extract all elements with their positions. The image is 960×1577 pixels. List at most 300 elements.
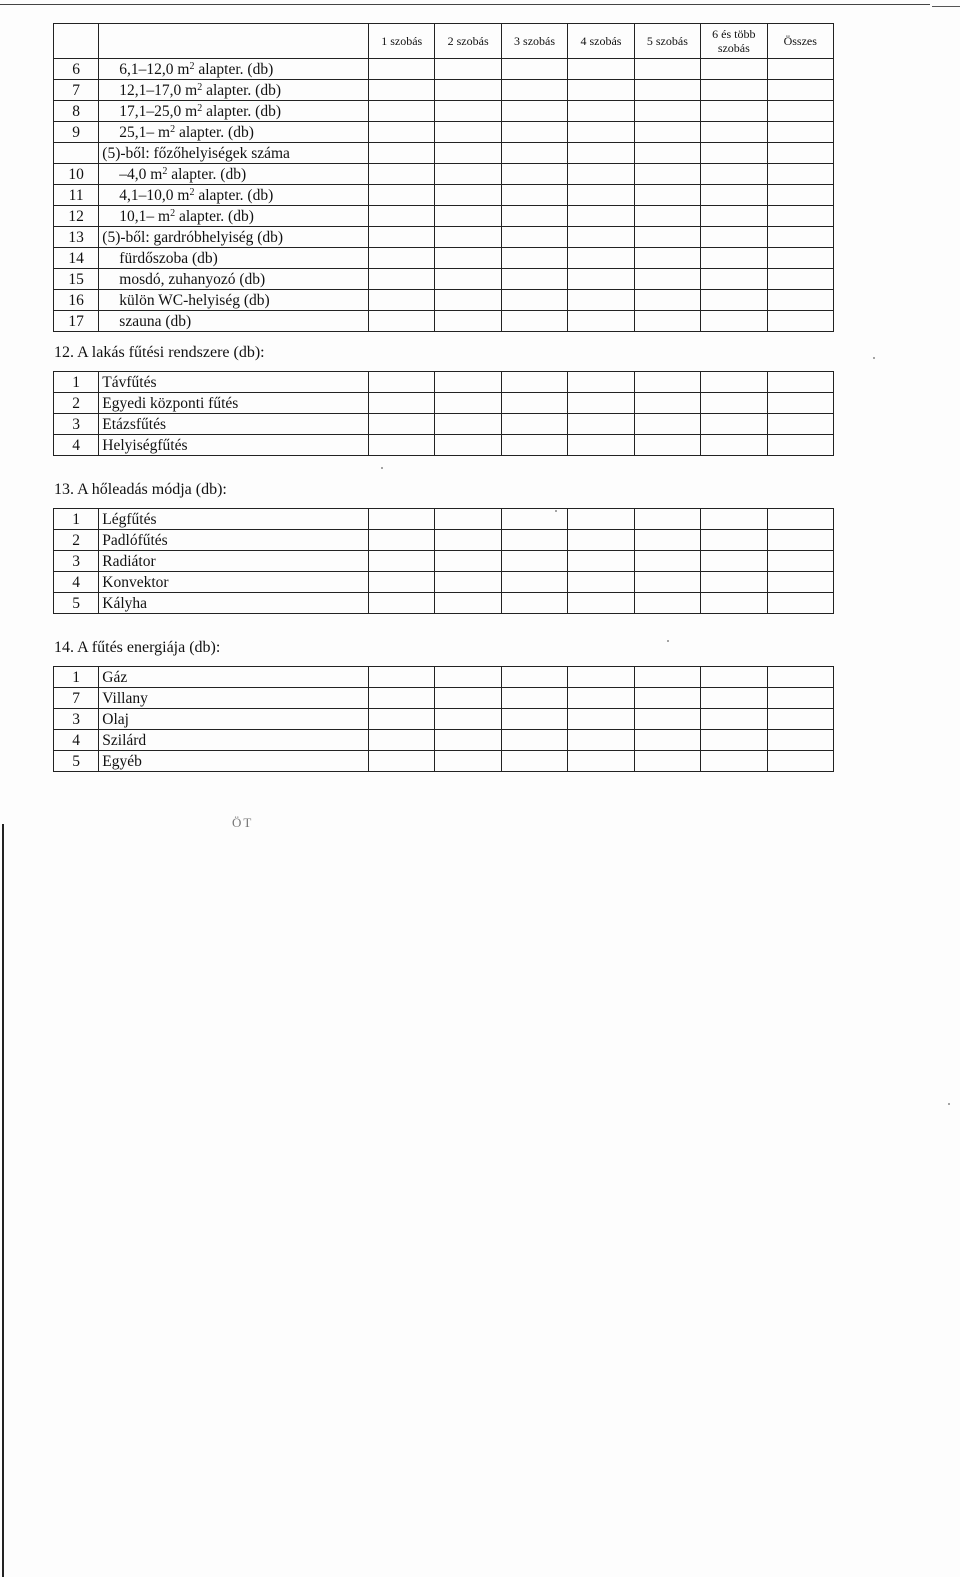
row-number: 1 xyxy=(54,667,99,688)
value-cell xyxy=(369,372,435,393)
row-label-text: 17,1–25,0 m xyxy=(119,102,198,120)
heat-emission-table xyxy=(53,508,834,614)
value-cell xyxy=(767,290,833,311)
row-number: 1 xyxy=(54,372,99,393)
table-row xyxy=(54,530,834,551)
value-cell xyxy=(701,185,767,206)
superscript: 2 xyxy=(197,102,203,114)
row-number: 1 xyxy=(54,509,99,530)
row-number: 8 xyxy=(54,101,99,122)
value-cell xyxy=(701,206,767,227)
row-label xyxy=(99,80,369,101)
row-label: Etázsfűtés xyxy=(99,414,369,435)
value-cell xyxy=(701,59,767,80)
value-cell xyxy=(501,185,567,206)
value-cell xyxy=(634,593,700,614)
row-label-suffix: alapter. (db) xyxy=(175,207,254,225)
row-number: 9 xyxy=(54,122,99,143)
table-row xyxy=(54,80,834,101)
row-label: Konvektor xyxy=(99,572,369,593)
value-cell xyxy=(501,393,567,414)
value-cell xyxy=(369,227,435,248)
value-cell xyxy=(568,730,634,751)
table-row xyxy=(54,435,834,456)
value-cell xyxy=(634,751,700,772)
table-row xyxy=(54,730,834,751)
value-cell xyxy=(369,435,435,456)
scan-speck xyxy=(873,357,875,359)
row-label: Olaj xyxy=(99,709,369,730)
row-label xyxy=(99,143,369,164)
row-label-text: –4,0 m xyxy=(119,165,163,183)
value-cell xyxy=(701,593,767,614)
table-row xyxy=(54,372,834,393)
row-number: 10 xyxy=(54,164,99,185)
value-cell xyxy=(634,122,700,143)
row-label-text: külön WC-helyiség (db) xyxy=(119,291,270,309)
value-cell xyxy=(634,509,700,530)
value-cell xyxy=(767,509,833,530)
scan-speck xyxy=(948,1103,950,1105)
superscript: 2 xyxy=(189,60,195,72)
value-cell xyxy=(501,551,567,572)
value-cell xyxy=(435,122,501,143)
value-cell xyxy=(435,730,501,751)
superscript: 2 xyxy=(189,186,195,198)
value-cell xyxy=(369,509,435,530)
row-label: Kályha xyxy=(99,593,369,614)
value-cell xyxy=(501,269,567,290)
value-cell xyxy=(435,393,501,414)
table-row xyxy=(54,509,834,530)
value-cell xyxy=(634,164,700,185)
row-label xyxy=(99,122,369,143)
value-cell xyxy=(634,530,700,551)
value-cell xyxy=(435,164,501,185)
value-cell xyxy=(634,730,700,751)
value-cell xyxy=(568,122,634,143)
table-row xyxy=(54,164,834,185)
row-number: 2 xyxy=(54,393,99,414)
value-cell xyxy=(634,248,700,269)
row-label: Villany xyxy=(99,688,369,709)
heating-energy-table xyxy=(53,666,834,772)
value-cell xyxy=(634,227,700,248)
value-cell xyxy=(701,730,767,751)
value-cell xyxy=(568,80,634,101)
row-number: 5 xyxy=(54,593,99,614)
header-osszes: Összes xyxy=(767,24,833,59)
table-header-row xyxy=(54,24,834,59)
value-cell xyxy=(634,206,700,227)
value-cell xyxy=(767,101,833,122)
row-label xyxy=(99,164,369,185)
value-cell xyxy=(369,572,435,593)
superscript: 2 xyxy=(170,207,176,219)
section-13-title: 13. A hőleadás módja (db): xyxy=(54,481,227,498)
row-number: 7 xyxy=(54,688,99,709)
value-cell xyxy=(435,227,501,248)
row-label xyxy=(99,59,369,80)
row-label: Szilárd xyxy=(99,730,369,751)
value-cell xyxy=(369,751,435,772)
value-cell xyxy=(435,593,501,614)
value-cell xyxy=(634,59,700,80)
row-label: Egyedi központi fűtés xyxy=(99,393,369,414)
row-label: Radiátor xyxy=(99,551,369,572)
margin-scrawl: ÖT xyxy=(232,815,254,830)
row-label-text: szauna (db) xyxy=(119,312,192,330)
value-cell xyxy=(634,435,700,456)
value-cell xyxy=(369,80,435,101)
header-1-szobas: 1 szobás xyxy=(369,24,435,59)
value-cell xyxy=(435,709,501,730)
value-cell xyxy=(767,143,833,164)
header-4-szobas: 4 szobás xyxy=(568,24,634,59)
value-cell xyxy=(501,248,567,269)
value-cell xyxy=(568,311,634,332)
value-cell xyxy=(501,227,567,248)
heating-system-table xyxy=(53,371,834,456)
row-number: 3 xyxy=(54,551,99,572)
table-row xyxy=(54,709,834,730)
value-cell xyxy=(435,551,501,572)
row-number: 3 xyxy=(54,709,99,730)
value-cell xyxy=(501,101,567,122)
value-cell xyxy=(568,435,634,456)
value-cell xyxy=(634,185,700,206)
value-cell xyxy=(369,667,435,688)
superscript: 2 xyxy=(162,165,168,177)
value-cell xyxy=(568,248,634,269)
value-cell xyxy=(767,372,833,393)
value-cell xyxy=(568,227,634,248)
superscript: 2 xyxy=(197,81,203,93)
row-label xyxy=(99,290,369,311)
value-cell xyxy=(701,667,767,688)
value-cell xyxy=(767,414,833,435)
value-cell xyxy=(369,290,435,311)
value-cell xyxy=(568,164,634,185)
value-cell xyxy=(634,709,700,730)
value-cell xyxy=(701,227,767,248)
row-label: Padlófűtés xyxy=(99,530,369,551)
value-cell xyxy=(767,593,833,614)
value-cell xyxy=(501,290,567,311)
value-cell xyxy=(369,164,435,185)
superscript: 2 xyxy=(170,123,176,135)
value-cell xyxy=(501,59,567,80)
row-label-text: 25,1– m xyxy=(119,123,171,141)
row-label-text: (5)-ből: főzőhelyiségek száma xyxy=(102,144,290,162)
table-row xyxy=(54,59,834,80)
value-cell xyxy=(568,185,634,206)
table-row xyxy=(54,593,834,614)
value-cell xyxy=(701,414,767,435)
table-row xyxy=(54,101,834,122)
table-row xyxy=(54,688,834,709)
value-cell xyxy=(568,372,634,393)
row-label-suffix: alapter. (db) xyxy=(202,81,281,99)
header-2-szobas: 2 szobás xyxy=(435,24,501,59)
value-cell xyxy=(568,572,634,593)
value-cell xyxy=(767,688,833,709)
value-cell xyxy=(701,572,767,593)
value-cell xyxy=(634,572,700,593)
table-row xyxy=(54,290,834,311)
value-cell xyxy=(369,185,435,206)
value-cell xyxy=(501,414,567,435)
header-6-tobb-szobas: 6 és több szobás xyxy=(701,24,767,59)
row-number: 12 xyxy=(54,206,99,227)
value-cell xyxy=(369,101,435,122)
value-cell xyxy=(435,530,501,551)
value-cell xyxy=(634,372,700,393)
value-cell xyxy=(568,206,634,227)
value-cell xyxy=(701,709,767,730)
value-cell xyxy=(767,80,833,101)
row-label-suffix: alapter. (db) xyxy=(175,123,254,141)
value-cell xyxy=(435,143,501,164)
row-label xyxy=(99,206,369,227)
value-cell xyxy=(369,551,435,572)
value-cell xyxy=(634,290,700,311)
value-cell xyxy=(767,269,833,290)
row-label: Távfűtés xyxy=(99,372,369,393)
value-cell xyxy=(501,593,567,614)
value-cell xyxy=(634,80,700,101)
scan-edge-top-right xyxy=(932,6,960,7)
row-label-suffix: alapter. (db) xyxy=(167,165,247,183)
value-cell xyxy=(501,164,567,185)
table-row xyxy=(54,751,834,772)
value-cell xyxy=(701,751,767,772)
row-label xyxy=(99,185,369,206)
value-cell xyxy=(501,311,567,332)
table-row xyxy=(54,393,834,414)
value-cell xyxy=(701,551,767,572)
value-cell xyxy=(701,248,767,269)
value-cell xyxy=(634,688,700,709)
value-cell xyxy=(501,372,567,393)
table-row xyxy=(54,311,834,332)
value-cell xyxy=(435,206,501,227)
value-cell xyxy=(568,269,634,290)
value-cell xyxy=(501,688,567,709)
value-cell xyxy=(767,393,833,414)
value-cell xyxy=(369,393,435,414)
value-cell xyxy=(767,730,833,751)
scan-edge-left xyxy=(2,824,4,1577)
value-cell xyxy=(767,185,833,206)
row-label-text: 6,1–12,0 m xyxy=(119,60,190,78)
scan-speck xyxy=(381,467,383,469)
value-cell xyxy=(369,122,435,143)
header-blank-cell xyxy=(54,24,99,59)
row-label xyxy=(99,248,369,269)
value-cell xyxy=(369,709,435,730)
value-cell xyxy=(701,269,767,290)
row-number xyxy=(54,143,99,164)
value-cell xyxy=(634,393,700,414)
table-row xyxy=(54,414,834,435)
row-number: 4 xyxy=(54,730,99,751)
value-cell xyxy=(701,372,767,393)
row-label: Gáz xyxy=(99,667,369,688)
row-number: 4 xyxy=(54,572,99,593)
value-cell xyxy=(435,372,501,393)
value-cell xyxy=(501,435,567,456)
table-row xyxy=(54,572,834,593)
value-cell xyxy=(767,435,833,456)
value-cell xyxy=(568,530,634,551)
value-cell xyxy=(369,59,435,80)
value-cell xyxy=(767,551,833,572)
value-cell xyxy=(435,248,501,269)
value-cell xyxy=(701,530,767,551)
row-number: 17 xyxy=(54,311,99,332)
value-cell xyxy=(369,311,435,332)
row-number: 11 xyxy=(54,185,99,206)
row-label: Légfűtés xyxy=(99,509,369,530)
value-cell xyxy=(501,530,567,551)
value-cell xyxy=(767,751,833,772)
table-row xyxy=(54,206,834,227)
value-cell xyxy=(767,59,833,80)
value-cell xyxy=(369,248,435,269)
value-cell xyxy=(501,730,567,751)
value-cell xyxy=(701,290,767,311)
value-cell xyxy=(369,688,435,709)
value-cell xyxy=(435,101,501,122)
section-14-title: 14. A fűtés energiája (db): xyxy=(54,639,221,656)
value-cell xyxy=(634,143,700,164)
value-cell xyxy=(568,143,634,164)
row-label xyxy=(99,269,369,290)
value-cell xyxy=(501,122,567,143)
row-number: 3 xyxy=(54,414,99,435)
section-12-title: 12. A lakás fűtési rendszere (db): xyxy=(54,344,265,361)
value-cell xyxy=(435,185,501,206)
row-number: 5 xyxy=(54,751,99,772)
value-cell xyxy=(634,269,700,290)
value-cell xyxy=(369,414,435,435)
table-row xyxy=(54,185,834,206)
value-cell xyxy=(767,122,833,143)
value-cell xyxy=(568,59,634,80)
row-number: 2 xyxy=(54,530,99,551)
table-row xyxy=(54,551,834,572)
value-cell xyxy=(501,206,567,227)
value-cell xyxy=(568,414,634,435)
value-cell xyxy=(501,143,567,164)
value-cell xyxy=(767,667,833,688)
row-label-text: (5)-ből: gardróbhelyiség (db) xyxy=(102,228,284,246)
value-cell xyxy=(501,709,567,730)
value-cell xyxy=(568,551,634,572)
value-cell xyxy=(568,593,634,614)
value-cell xyxy=(435,509,501,530)
row-number: 13 xyxy=(54,227,99,248)
value-cell xyxy=(767,206,833,227)
value-cell xyxy=(634,101,700,122)
value-cell xyxy=(501,667,567,688)
row-label xyxy=(99,227,369,248)
value-cell xyxy=(435,59,501,80)
value-cell xyxy=(568,290,634,311)
value-cell xyxy=(767,530,833,551)
value-cell xyxy=(701,509,767,530)
value-cell xyxy=(568,393,634,414)
value-cell xyxy=(369,206,435,227)
row-number: 7 xyxy=(54,80,99,101)
scan-edge-top xyxy=(0,4,930,5)
row-label-suffix: alapter. (db) xyxy=(202,102,281,120)
value-cell xyxy=(701,164,767,185)
row-label: Helyiségfűtés xyxy=(99,435,369,456)
row-label-text: 12,1–17,0 m xyxy=(119,81,198,99)
row-label xyxy=(99,311,369,332)
value-cell xyxy=(634,667,700,688)
value-cell xyxy=(634,414,700,435)
row-number: 16 xyxy=(54,290,99,311)
row-label-text: mosdó, zuhanyozó (db) xyxy=(119,270,266,288)
header-blank-cell xyxy=(99,24,369,59)
table-row xyxy=(54,667,834,688)
value-cell xyxy=(435,80,501,101)
value-cell xyxy=(435,290,501,311)
value-cell xyxy=(369,143,435,164)
value-cell xyxy=(701,688,767,709)
value-cell xyxy=(501,572,567,593)
value-cell xyxy=(701,143,767,164)
room-size-table xyxy=(53,23,834,332)
value-cell xyxy=(701,393,767,414)
value-cell xyxy=(767,227,833,248)
value-cell xyxy=(701,101,767,122)
value-cell xyxy=(435,311,501,332)
value-cell xyxy=(568,101,634,122)
row-label xyxy=(99,101,369,122)
row-number: 15 xyxy=(54,269,99,290)
value-cell xyxy=(501,509,567,530)
table-row xyxy=(54,227,834,248)
row-label-suffix: alapter. (db) xyxy=(194,60,274,78)
table-row xyxy=(54,269,834,290)
value-cell xyxy=(568,688,634,709)
row-label: Egyéb xyxy=(99,751,369,772)
value-cell xyxy=(767,311,833,332)
value-cell xyxy=(369,593,435,614)
header-3-szobas: 3 szobás xyxy=(501,24,567,59)
value-cell xyxy=(634,551,700,572)
table-row xyxy=(54,248,834,269)
row-number: 4 xyxy=(54,435,99,456)
header-5-szobas: 5 szobás xyxy=(634,24,700,59)
value-cell xyxy=(701,122,767,143)
value-cell xyxy=(568,709,634,730)
value-cell xyxy=(568,751,634,772)
value-cell xyxy=(767,572,833,593)
value-cell xyxy=(369,730,435,751)
value-cell xyxy=(501,80,567,101)
value-cell xyxy=(369,530,435,551)
value-cell xyxy=(435,667,501,688)
value-cell xyxy=(501,751,567,772)
row-label-text: 4,1–10,0 m xyxy=(119,186,190,204)
table-row xyxy=(54,122,834,143)
value-cell xyxy=(435,414,501,435)
